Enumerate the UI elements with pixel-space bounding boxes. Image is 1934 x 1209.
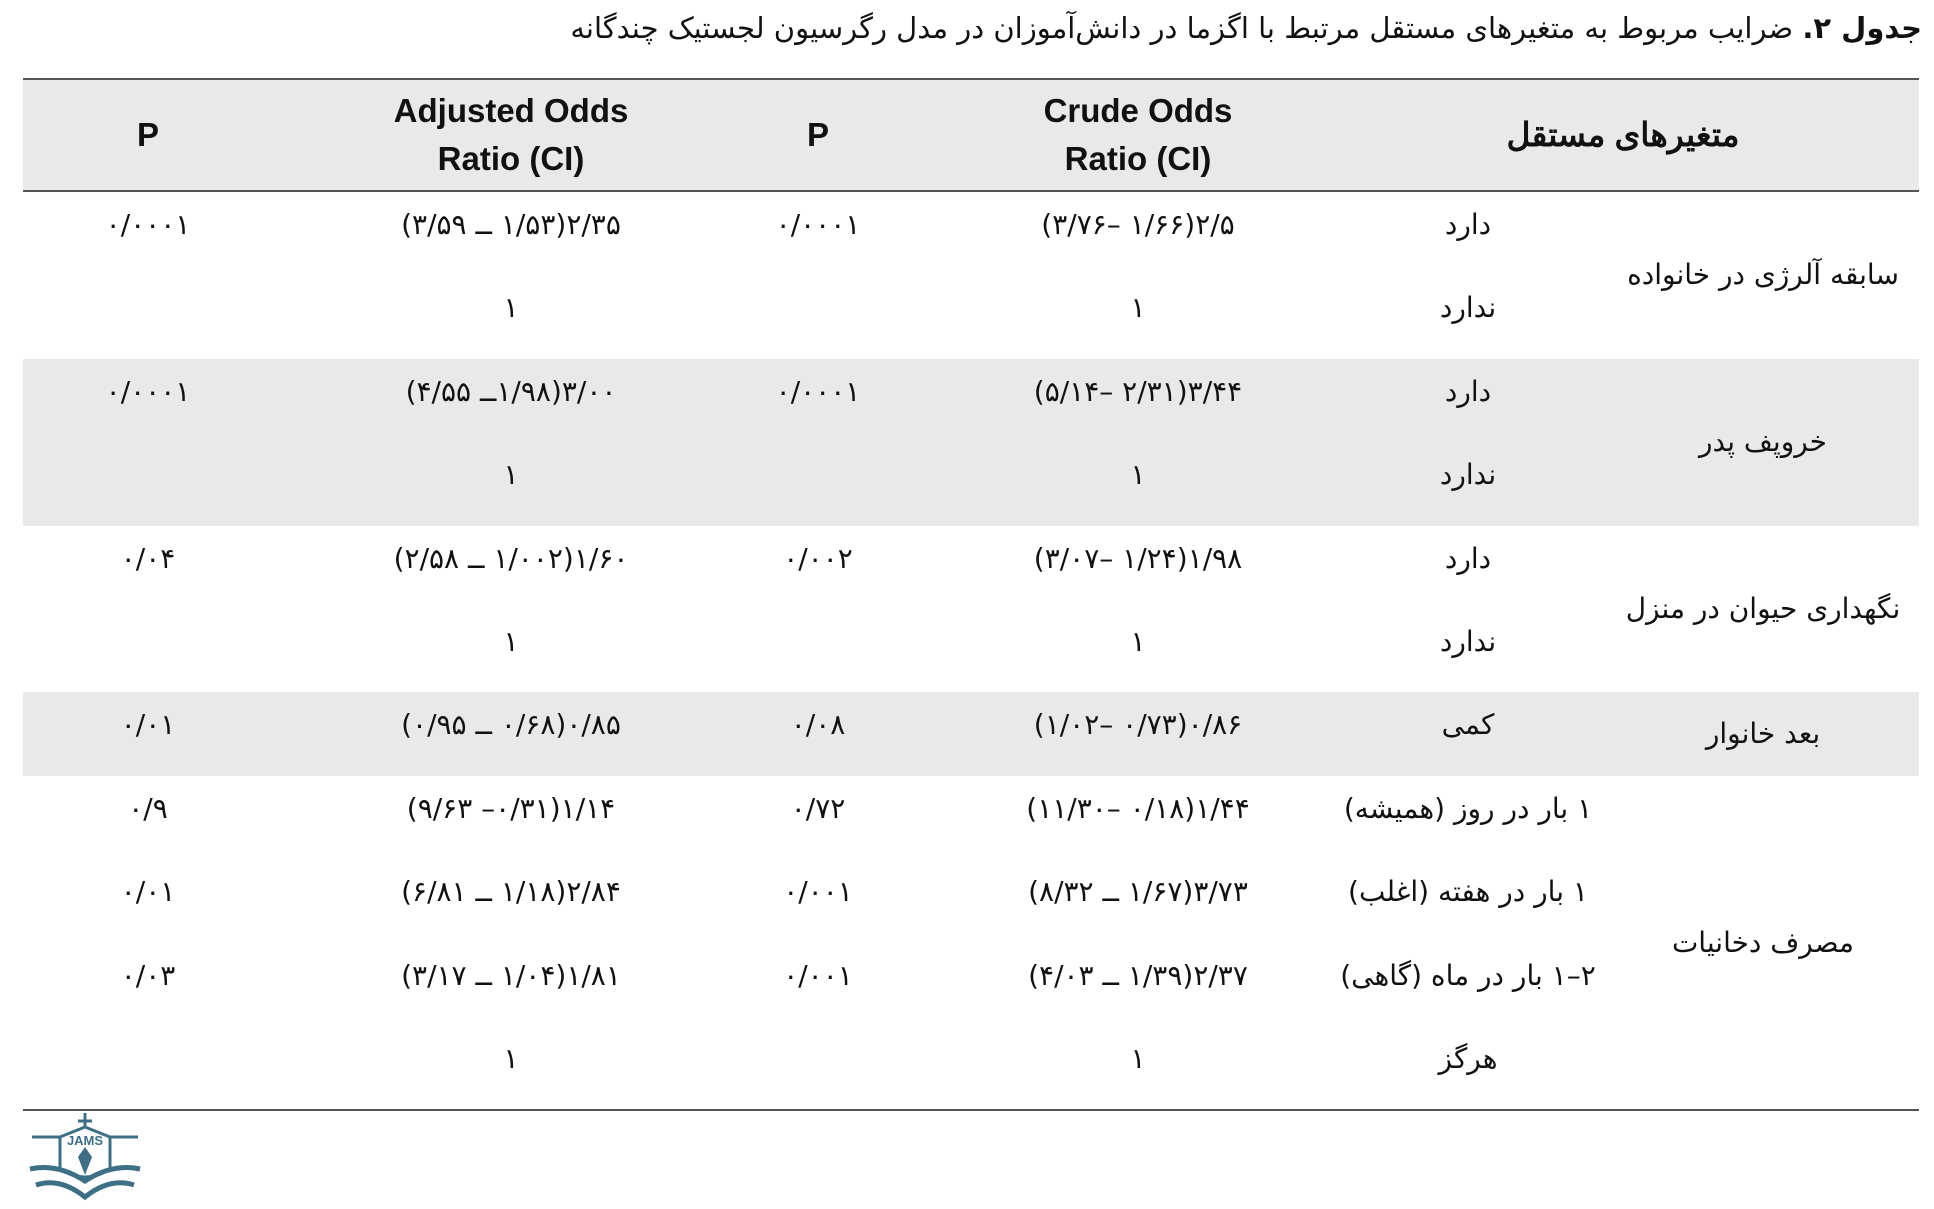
cell-p-adjusted: ۰/۹ — [128, 791, 168, 825]
cell-level: ندارد — [1439, 291, 1497, 325]
cell-level: دارد — [1444, 541, 1492, 575]
cell-adjusted-or: ۲/۳۵(۱/۵۳ ــ ۳/۵۹) — [401, 208, 621, 241]
group-label: نگهداری حیوان در منزل — [1625, 592, 1901, 625]
cell-adjusted-or: ۱/۱۴(۰/۳۱– ۹/۶۳) — [406, 791, 616, 825]
cell-crude-or: ۱/۴۴(۰/۱۸ –۱۱/۳۰) — [1026, 791, 1250, 825]
group-label: مصرف دخانیات — [1671, 925, 1855, 959]
header-adjusted-line2: Ratio (CI) — [437, 140, 585, 177]
jams-logo — [22, 1107, 148, 1207]
group-label: خروپف پدر — [1699, 425, 1827, 459]
logo-text: JAMS — [66, 1133, 104, 1148]
cell-crude-or: ۰/۸۶(۰/۷۳ –۱/۰۲) — [1033, 708, 1243, 742]
cell-adjusted-or: ۲/۸۴(۱/۱۸ ــ ۶/۸۱) — [401, 875, 621, 909]
cell-level: ۱ بار در هفته (اغلب) — [1348, 875, 1588, 909]
cell-level: ۱ بار در روز (همیشه) — [1343, 791, 1593, 825]
cell-crude-or: ۱ — [1130, 625, 1146, 658]
cell-p-crude: ۰/۰۰۰۱ — [775, 374, 861, 408]
header-crude-line1: Crude Odds — [1043, 92, 1233, 129]
cell-p-crude: ۰/۰۰۰۱ — [775, 208, 861, 241]
cell-adjusted-or: ۱ — [503, 291, 519, 325]
cell-level: دارد — [1444, 208, 1492, 241]
cell-adjusted-or: ۱ — [503, 625, 519, 658]
caption-label: جدول ۲. — [1802, 11, 1922, 45]
cell-adjusted-or: ۳/۰۰(۱/۹۸ــ ۴/۵۵) — [405, 374, 617, 408]
bottom-rule — [23, 1109, 1919, 1111]
cell-crude-or: ۲/۵(۱/۶۶ –۳/۷۶) — [1041, 208, 1235, 241]
cell-crude-or: ۱ — [1130, 458, 1146, 492]
cell-crude-or: ۳/۷۳(۱/۶۷ ــ ۸/۳۲) — [1028, 875, 1248, 909]
cell-p-crude: ۰/۷۲ — [790, 791, 846, 825]
header-p-adjusted: P — [136, 116, 159, 153]
cell-p-adjusted: ۰/۰۳ — [120, 958, 176, 992]
cell-adjusted-or: ۰/۸۵(۰/۶۸ ــ ۰/۹۵) — [401, 708, 621, 742]
cell-crude-or: ۳/۴۴(۲/۳۱ –۵/۱۴) — [1033, 374, 1243, 408]
cell-level: ندارد — [1439, 625, 1497, 658]
caption-text: ضرایب مربوط به متغیرهای مستقل مرتبط با اگزما در دانش‌آموزان در مدل رگرسیون لجستیک چندگانه — [570, 11, 1803, 45]
cell-adjusted-or: ۱ — [503, 1042, 519, 1075]
cell-level: کمی — [1441, 708, 1495, 742]
cell-p-adjusted: ۰/۰۰۰۱ — [105, 208, 191, 241]
cell-adjusted-or: ۱/۶۰(۱/۰۰۲ ــ ۲/۵۸) — [393, 541, 629, 575]
cell-level: ۲–۱ بار در ماه (گاهی) — [1340, 958, 1596, 992]
header-p-crude: P — [806, 116, 829, 153]
cell-crude-or: ۱ — [1130, 291, 1146, 325]
cell-level: هرگز — [1438, 1042, 1498, 1075]
cell-crude-or: ۱ — [1130, 1042, 1146, 1075]
table-caption — [22, 6, 1922, 50]
group-label: سابقه آلرژی در خانواده — [1627, 258, 1899, 292]
cell-p-crude: ۰/۰۸ — [790, 708, 846, 742]
cell-p-adjusted: ۰/۰۴ — [120, 541, 176, 575]
header-adjusted-line1: Adjusted Odds — [393, 92, 629, 129]
header-rule — [23, 190, 1919, 192]
cell-p-adjusted: ۰/۰۱ — [120, 875, 176, 909]
cell-crude-or: ۱/۹۸(۱/۲۴ –۳/۰۷) — [1033, 541, 1243, 575]
cell-adjusted-or: ۱/۸۱(۱/۰۴ ــ ۳/۱۷) — [401, 958, 621, 992]
cell-level: دارد — [1444, 374, 1492, 408]
group-label: بعد خانوار — [1705, 717, 1821, 751]
header-crude-line2: Ratio (CI) — [1064, 140, 1212, 177]
cell-level: ندارد — [1439, 458, 1497, 492]
cell-p-crude: ۰/۰۰۱ — [783, 958, 853, 992]
cell-p-adjusted: ۰/۰۱ — [120, 708, 176, 742]
header-row — [23, 80, 1919, 190]
header-variables: متغیرهای مستقل — [1506, 116, 1740, 153]
cell-adjusted-or: ۱ — [503, 458, 519, 492]
cell-p-crude: ۰/۰۰۱ — [783, 875, 853, 909]
cell-crude-or: ۲/۳۷(۱/۳۹ ــ ۴/۰۳) — [1028, 958, 1248, 992]
cell-p-crude: ۰/۰۰۲ — [783, 541, 853, 575]
cell-p-adjusted: ۰/۰۰۰۱ — [105, 374, 191, 408]
